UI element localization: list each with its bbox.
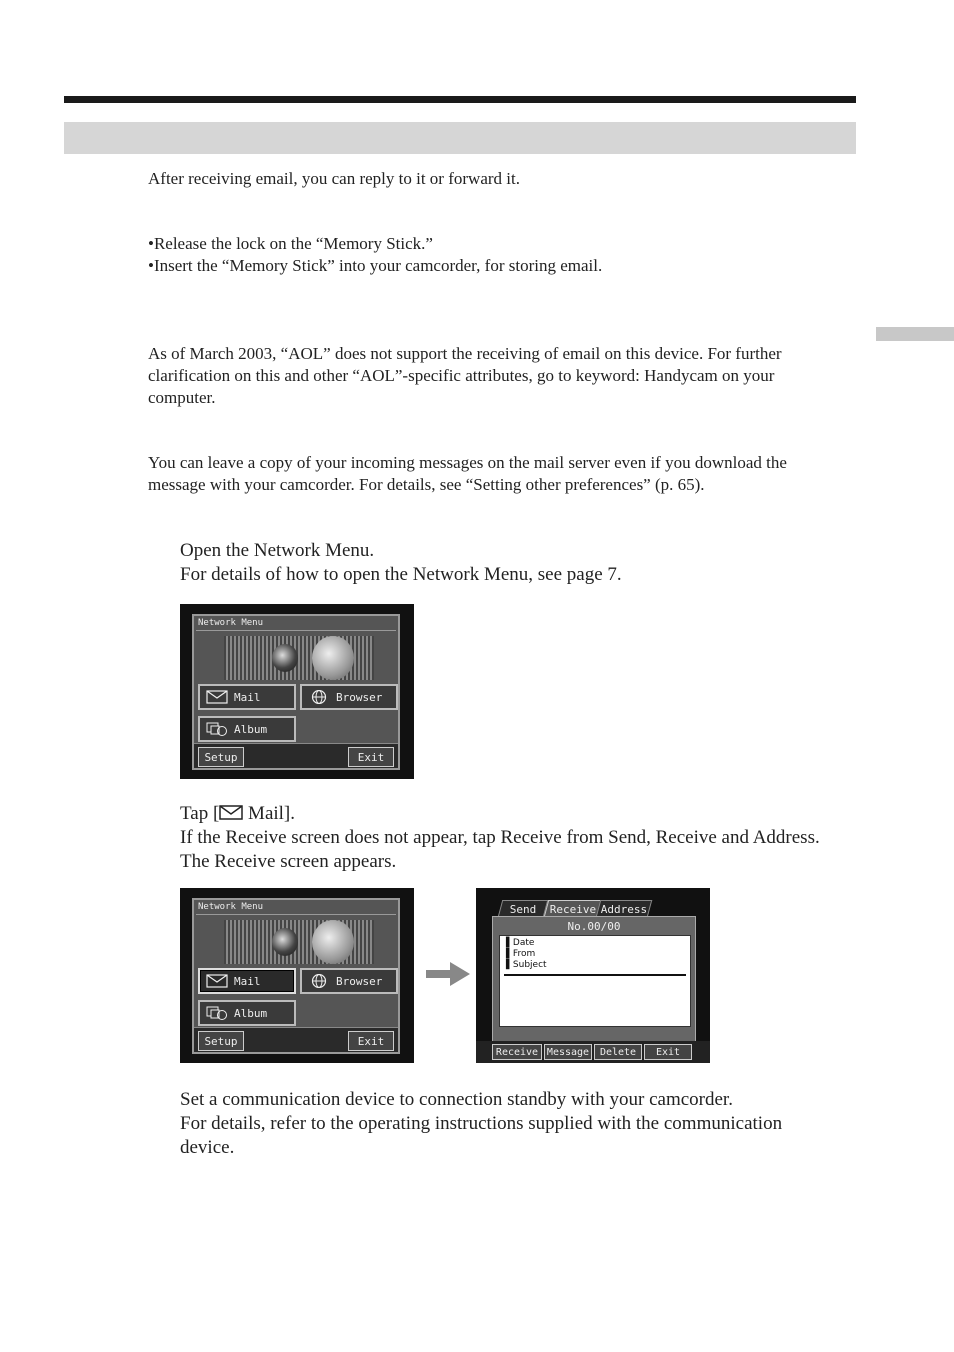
mail-button[interactable]: Mail bbox=[198, 684, 296, 710]
aol-note: As of March 2003, “AOL” does not support the receiving of email on this device. For further clarification on this and other “AOL”-specific attributes, go to keyword: Handycam on your computer. bbox=[148, 344, 782, 407]
step-2-title: Tap [ Mail]. bbox=[180, 803, 296, 824]
step-1-detail: For details of how to open the Network Menu, see page 7. bbox=[180, 564, 622, 585]
network-menu-window bbox=[192, 614, 400, 770]
receive-screen-screenshot bbox=[476, 888, 710, 1063]
tab-address[interactable]: Address bbox=[596, 900, 653, 917]
browser-button[interactable]: Browser bbox=[300, 968, 398, 994]
mail-button[interactable]: Mail bbox=[198, 968, 296, 994]
receive-panel bbox=[492, 916, 696, 1054]
step-1 bbox=[180, 539, 840, 587]
subject-header: ▌Subject bbox=[506, 960, 547, 970]
album-button[interactable]: Album bbox=[198, 716, 296, 742]
lens-icon bbox=[272, 928, 298, 956]
from-header: ▌From bbox=[506, 949, 536, 959]
receive-button[interactable]: Receive bbox=[492, 1044, 542, 1060]
right-arrow-icon bbox=[426, 962, 470, 986]
album-icon bbox=[206, 722, 228, 736]
top-rule bbox=[64, 96, 856, 103]
network-menu-title: Network Menu bbox=[198, 618, 264, 628]
step-3-title: Set a communication device to connection standby with your camcorder. bbox=[180, 1089, 733, 1110]
message-list[interactable] bbox=[499, 935, 691, 1027]
browser-button[interactable]: Browser bbox=[300, 684, 398, 710]
tab-send[interactable]: Send bbox=[498, 900, 549, 917]
setup-button[interactable]: Setup bbox=[198, 747, 244, 767]
prep-item: •Insert the “Memory Stick” into your camcorder, for storing email. bbox=[148, 256, 603, 275]
step-2 bbox=[180, 802, 840, 874]
globe-face-icon bbox=[312, 920, 354, 964]
message-button[interactable]: Message bbox=[544, 1044, 592, 1060]
network-menu-screenshot bbox=[180, 604, 414, 779]
exit-button[interactable]: Exit bbox=[348, 1031, 394, 1051]
setup-button[interactable]: Setup bbox=[198, 1031, 244, 1051]
network-menu-window bbox=[192, 898, 400, 1054]
network-menu-title: Network Menu bbox=[198, 902, 264, 912]
message-counter: No.00/00 bbox=[567, 920, 621, 933]
delete-button[interactable]: Delete bbox=[594, 1044, 642, 1060]
section-header-band bbox=[64, 122, 856, 154]
exit-button[interactable]: Exit bbox=[348, 747, 394, 767]
envelope-icon bbox=[206, 974, 228, 988]
prep-list bbox=[148, 233, 838, 277]
mail-envelope-icon bbox=[219, 805, 243, 820]
exit-button[interactable]: Exit bbox=[644, 1044, 692, 1060]
tab-receive[interactable]: Receive bbox=[544, 900, 603, 917]
envelope-icon bbox=[206, 690, 228, 704]
intro-text: After receiving email, you can reply to it or forward it. bbox=[148, 169, 520, 188]
side-index-tab bbox=[876, 327, 954, 341]
network-menu-screenshot-mail-selected bbox=[180, 888, 414, 1063]
step-3 bbox=[180, 1088, 840, 1160]
globe-icon bbox=[308, 690, 330, 704]
copy-note: You can leave a copy of your incoming messages on the mail server even if you download the message with your camcorder. For details, see “Setting other preferences” (p. 65). bbox=[148, 453, 787, 494]
step-1-title: Open the Network Menu. bbox=[180, 540, 375, 561]
album-button[interactable]: Album bbox=[198, 1000, 296, 1026]
globe-face-icon bbox=[312, 636, 354, 680]
globe-icon bbox=[308, 974, 330, 988]
prep-item: •Release the lock on the “Memory Stick.” bbox=[148, 234, 433, 253]
step-3-detail: For details, refer to the operating instructions supplied with the communication device. bbox=[180, 1113, 783, 1158]
step-2-detail: If the Receive screen does not appear, tap Receive from Send, Receive and Address. The Receive screen appears. bbox=[180, 827, 820, 872]
album-icon bbox=[206, 1006, 228, 1020]
date-header: ▌Date bbox=[506, 938, 535, 948]
lens-icon bbox=[272, 644, 298, 672]
